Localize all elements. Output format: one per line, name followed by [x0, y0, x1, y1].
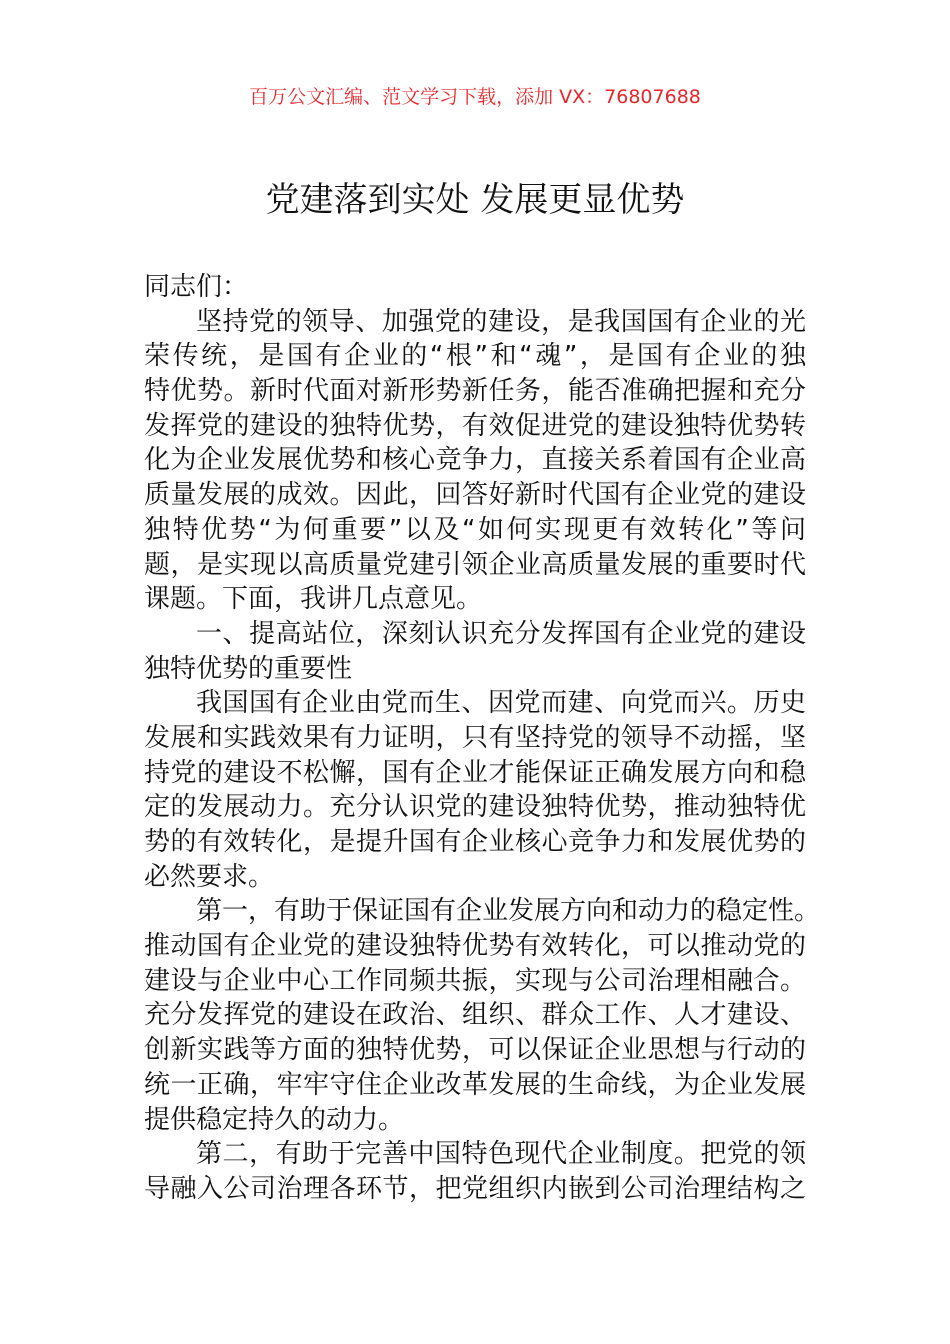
text-line: 独特优势的重要性: [144, 653, 353, 684]
text-line: 第二，有助于完善中国特色现代企业制度。把党的领: [196, 1139, 806, 1170]
text-line: 提供稳定持久的动力。: [144, 1104, 405, 1135]
text-line: 特优势。新时代面对新形势新任务，能否准确把握和充分: [144, 376, 806, 407]
text-line: 发挥党的建设的独特优势，有效促进党的建设独特优势转: [144, 410, 806, 441]
document-body: [144, 270, 821, 1207]
text-line: 题，是实现以高质量党建引领企业高质量发展的重要时代: [144, 549, 806, 580]
text-line: 推动国有企业党的建设独特优势有效转化，可以推动党的: [144, 931, 806, 962]
paragraph: [144, 1137, 806, 1206]
text-line: 我国国有企业由党而生、因党而建、向党而兴。历史: [196, 688, 806, 719]
text-line: 荣传统，是国有企业的“根”和“魂”，是国有企业的独: [144, 341, 806, 372]
watermark-header: 百万公文汇编、范文学习下载，添加 VX：76807688: [249, 86, 701, 108]
paragraph: [144, 686, 806, 894]
text-line: 势的有效转化，是提升国有企业核心竞争力和发展优势的: [144, 827, 806, 857]
text-line: 质量发展的成效。因此，回答好新时代国有企业党的建设: [144, 480, 806, 511]
text-line: 独特优势“为何重要”以及“如何实现更有效转化”等问: [144, 514, 806, 545]
text-line: 同志们：: [144, 272, 249, 302]
text-line: 课题。下面，我讲几点意见。: [144, 584, 483, 615]
text-line: 统一正确，牢牢守住企业改革发展的生命线，为企业发展: [144, 1069, 806, 1100]
paragraph: [144, 617, 806, 686]
text-line: 充分发挥党的建设在政治、组织、群众工作、人才建设、: [144, 1000, 806, 1031]
text-line: 必然要求。: [144, 861, 275, 892]
text-line: 第一，有助于保证国有企业发展方向和动力的稳定性。: [196, 896, 821, 927]
text-line: 建设与企业中心工作同频共振，实现与公司治理相融合。: [144, 965, 806, 996]
document-title: 党建落到实处 发展更显优势: [265, 180, 685, 220]
text-line: 创新实践等方面的独特优势，可以保证企业思想与行动的: [144, 1035, 806, 1066]
text-line: 定的发展动力。充分认识党的建设独特优势，推动独特优: [144, 792, 806, 823]
text-line: 坚持党的领导、加强党的建设，是我国国有企业的光: [196, 306, 806, 337]
text-line: 导融入公司治理各环节，把党组织内嵌到公司治理结构之: [144, 1173, 806, 1204]
text-line: 一、提高站位，深刻认识充分发挥国有企业党的建设: [196, 618, 806, 649]
text-line: 化为企业发展优势和核心竞争力，直接关系着国有企业高: [144, 445, 806, 476]
paragraph: [144, 305, 806, 617]
text-line: 持党的建设不松懈，国有企业才能保证正确发展方向和稳: [144, 757, 806, 788]
paragraph: [144, 894, 821, 1137]
salutation: [144, 270, 806, 305]
text-line: 发展和实践效果有力证明，只有坚持党的领导不动摇，坚: [144, 722, 806, 753]
